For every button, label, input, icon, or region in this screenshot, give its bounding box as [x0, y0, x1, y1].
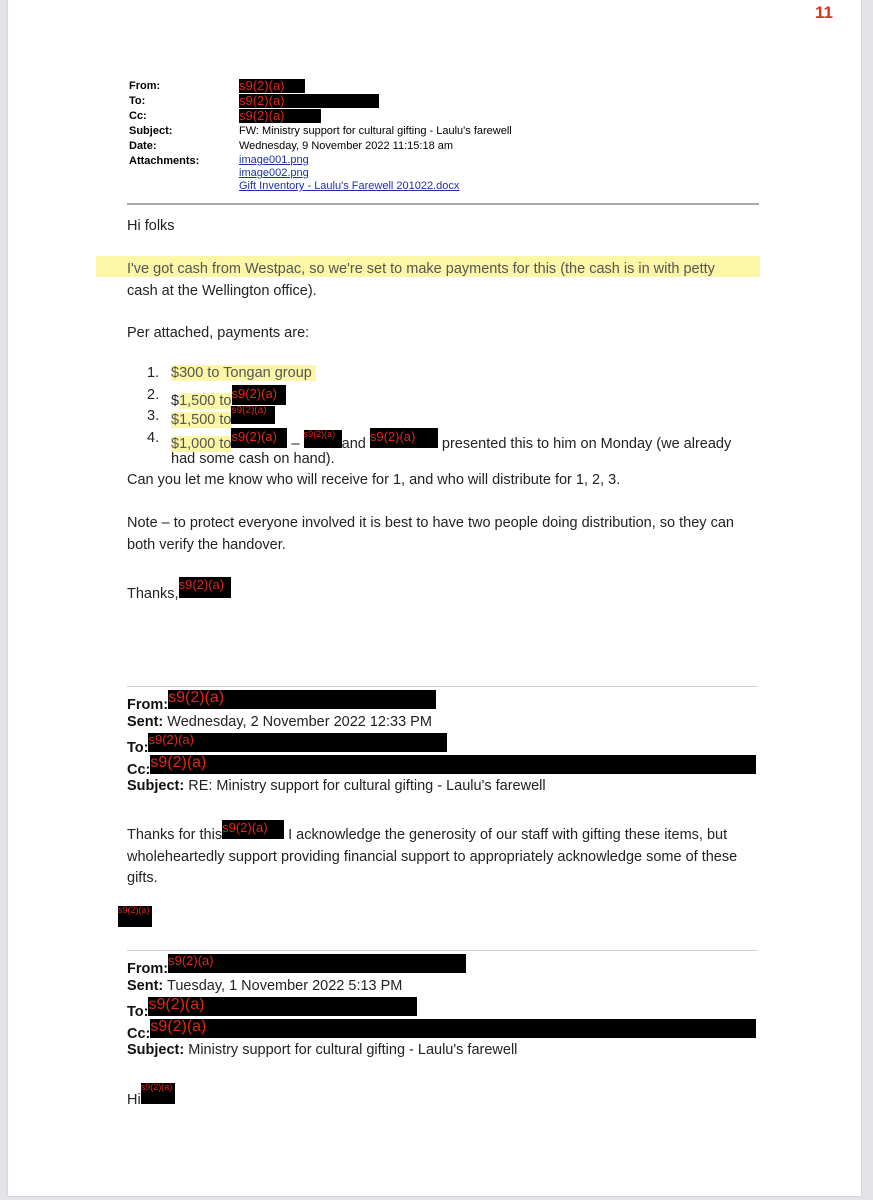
- note: [127, 513, 734, 556]
- redaction: s9(2)(a): [168, 690, 436, 709]
- date-value: Wednesday, 9 November 2022 11:15:18 am: [239, 140, 454, 152]
- payment-text: had some cash on hand).: [171, 451, 335, 467]
- list-number: 2.: [147, 386, 160, 403]
- redaction: s9(2)(a): [370, 428, 438, 448]
- page-number: 11: [815, 3, 833, 22]
- redaction: s9(2)(a): [168, 954, 466, 973]
- list-number: 1.: [147, 365, 160, 381]
- list-item: [127, 363, 731, 385]
- greeting-text: Hi: [127, 1092, 141, 1108]
- payments-intro: Per attached, payments are:: [127, 325, 310, 341]
- body-text: I acknowledge the generosity of our staff with gifting these items, but: [288, 827, 728, 843]
- redaction: s9(2)(a): [148, 997, 417, 1016]
- body-text: gifts.: [127, 870, 158, 886]
- payment-text: presented this to him on Monday (we already: [441, 435, 732, 452]
- subject-label: Subject:: [129, 125, 173, 137]
- redaction: s9(2)(a): [150, 755, 756, 774]
- redaction: s9(2)(a): [231, 406, 275, 424]
- message-divider: [127, 950, 757, 951]
- attachment-link[interactable]: image001.png: [239, 154, 309, 166]
- redaction: s9(2)(a): [304, 430, 342, 448]
- redaction: s9(2)(a): [141, 1083, 175, 1104]
- to-label: To:: [127, 1004, 149, 1020]
- message2-header: [127, 690, 756, 798]
- subject-label: Subject:: [127, 1042, 185, 1058]
- redaction: s9(2)(a): [148, 733, 447, 752]
- question: Can you let me know who will receive for 1, and who will distribute for 1, 2, 3.: [127, 472, 621, 488]
- redaction: s9(2)(a): [239, 94, 379, 108]
- sent-label: Sent:: [127, 977, 164, 994]
- redaction: s9(2)(a): [232, 385, 286, 405]
- list-item: [127, 385, 731, 407]
- subject-value: FW: Ministry support for cultural gifting - Laulu's farewell: [239, 125, 512, 137]
- document-page: [8, 0, 861, 1196]
- cc-label: Cc:: [129, 110, 147, 122]
- redaction: s9(2)(a): [179, 577, 231, 598]
- payment-text: $1,000 to: [171, 435, 232, 452]
- paragraph-line: I've got cash from Westpac, so we're set to make payments for this (the cash is in with petty: [127, 261, 715, 277]
- sent-value: Tuesday, 1 November 2022 5:13 PM: [167, 977, 403, 994]
- list-item: [127, 428, 731, 450]
- payment-text: $: [171, 392, 180, 409]
- sent-value: Wednesday, 2 November 2022 12:33 PM: [167, 713, 432, 730]
- attachments-label: Attachments:: [129, 155, 200, 167]
- note-line: Note – to protect everyone involved it is best to have two people doing distribution, so they can: [127, 515, 734, 531]
- message-divider: [127, 686, 757, 687]
- attachment-link[interactable]: image002.png: [239, 167, 309, 179]
- payment-text: 1,500 to: [179, 392, 232, 409]
- subject-value: Ministry support for cultural gifting - Laulu's farewell: [188, 1042, 518, 1058]
- cc-label: Cc:: [127, 1025, 151, 1042]
- redaction: s9(2)(a): [222, 820, 284, 839]
- list-number: 3.: [147, 408, 160, 424]
- from-label: From:: [127, 961, 169, 977]
- from-label: From:: [129, 80, 161, 92]
- list-item: [127, 406, 731, 428]
- top-email-header: [129, 79, 512, 192]
- message3-header: [127, 954, 756, 1062]
- cc-label: Cc:: [127, 761, 151, 778]
- from-label: From:: [127, 697, 169, 713]
- payment-text: $1,500 to: [171, 412, 232, 428]
- redaction: s9(2)(a): [150, 1019, 756, 1038]
- payments-list: [127, 363, 731, 471]
- list-item: [127, 449, 731, 471]
- signature-redaction: [118, 906, 152, 932]
- payment-text: $300 to Tongan group: [171, 365, 316, 381]
- redaction: s9(2)(a): [231, 428, 287, 448]
- to-label: To:: [127, 740, 149, 756]
- paragraph: [127, 259, 715, 302]
- redaction: s9(2)(a): [239, 109, 321, 123]
- redaction: s9(2)(a): [239, 79, 305, 93]
- greeting: Hi folks: [127, 218, 175, 234]
- signoff: [127, 577, 231, 606]
- attachment-link[interactable]: Gift Inventory - Laulu's Farewell 201022.docx: [239, 180, 460, 192]
- message2-body: [127, 820, 737, 890]
- and-word: and: [341, 435, 366, 452]
- to-label: To:: [129, 95, 146, 107]
- note-line: both verify the handover.: [127, 536, 286, 553]
- body-text: wholeheartedly support providing financial support to appropriately acknowledge some of these: [127, 848, 738, 865]
- paragraph-line: cash at the Wellington office).: [127, 282, 317, 299]
- dash: –: [291, 435, 300, 452]
- subject-label: Subject:: [127, 778, 185, 794]
- sent-label: Sent:: [127, 713, 164, 730]
- redaction: s9(2)(a): [118, 906, 152, 927]
- message3-greeting: [127, 1083, 175, 1112]
- list-number: 4.: [147, 429, 160, 446]
- body-text: Thanks for this: [127, 827, 223, 843]
- date-label: Date:: [129, 140, 157, 152]
- subject-value: RE: Ministry support for cultural gifting - Laulu's farewell: [188, 778, 546, 794]
- header-divider: [127, 203, 759, 205]
- signoff-text: Thanks,: [127, 586, 179, 602]
